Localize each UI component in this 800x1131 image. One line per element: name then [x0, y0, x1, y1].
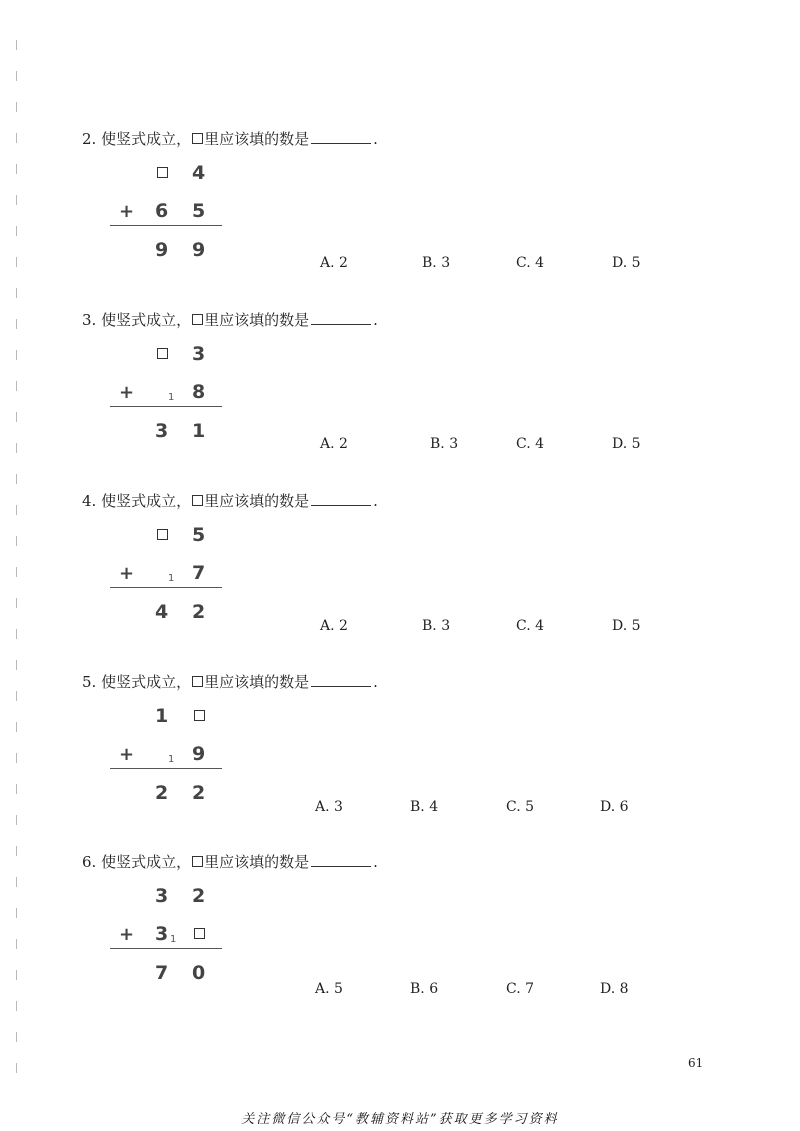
- answer-blank: [311, 310, 371, 325]
- top-ones-answer-box: [194, 710, 205, 721]
- question-number: 2.: [82, 130, 97, 148]
- question-text: [82, 851, 378, 872]
- bottom-ones-digit: 9: [192, 743, 206, 765]
- result-ones-digit: 9: [192, 239, 206, 261]
- top-ones-digit: 4: [192, 162, 206, 184]
- answer-option[interactable]: B. 4: [410, 799, 439, 815]
- answer-blank: [311, 672, 371, 687]
- question-period: .: [373, 492, 378, 510]
- result-tens-digit: 9: [155, 239, 169, 261]
- result-tens-digit: 7: [155, 962, 169, 984]
- question-period: .: [373, 130, 378, 148]
- sum-line: [110, 948, 222, 949]
- top-tens-answer-box: [157, 348, 168, 359]
- plus-sign: +: [119, 382, 135, 403]
- question-text: [82, 128, 378, 149]
- question-prompt-start: 使竖式成立，: [101, 311, 192, 329]
- question-period: .: [373, 853, 378, 871]
- top-ones-digit: 2: [192, 885, 206, 907]
- answer-option[interactable]: B. 6: [410, 981, 439, 997]
- sum-line: [110, 587, 222, 588]
- question-text: [82, 490, 378, 511]
- problem-block: [0, 851, 800, 1021]
- question-prompt-start: 使竖式成立，: [101, 492, 192, 510]
- answer-option[interactable]: B. 3: [422, 255, 451, 271]
- margin-tick: [16, 102, 17, 112]
- result-ones-digit: 1: [192, 420, 206, 442]
- answer-option[interactable]: A. 5: [315, 981, 343, 997]
- carry-digit: 1: [170, 934, 177, 945]
- bottom-tens-digit: 3: [155, 923, 169, 945]
- result-tens-digit: 3: [155, 420, 169, 442]
- question-period: .: [373, 673, 378, 691]
- problem-block: [0, 490, 800, 660]
- top-ones-digit: 3: [192, 343, 206, 365]
- margin-tick: [16, 1032, 17, 1042]
- question-text: [82, 309, 378, 330]
- answer-option[interactable]: C. 4: [516, 618, 545, 634]
- question-prompt-end: 里应该填的数是: [204, 130, 310, 148]
- answer-blank: [311, 491, 371, 506]
- result-ones-digit: 2: [192, 601, 206, 623]
- answer-option[interactable]: D. 8: [600, 981, 629, 997]
- problem-block: [0, 671, 800, 841]
- margin-tick: [16, 660, 17, 670]
- bottom-ones-digit: 5: [192, 200, 206, 222]
- bottom-ones-digit: 7: [192, 562, 206, 584]
- bottom-tens-digit: 6: [155, 200, 169, 222]
- plus-sign: +: [119, 924, 135, 945]
- result-tens-digit: 4: [155, 601, 169, 623]
- result-ones-digit: 2: [192, 782, 206, 804]
- answer-option[interactable]: A. 2: [320, 255, 348, 271]
- question-number: 6.: [82, 853, 97, 871]
- carry-digit: 1: [168, 754, 175, 765]
- margin-tick: [16, 71, 17, 81]
- answer-option[interactable]: A. 3: [315, 799, 343, 815]
- answer-option[interactable]: C. 4: [516, 255, 545, 271]
- question-number: 5.: [82, 673, 97, 691]
- question-prompt-end: 里应该填的数是: [204, 673, 310, 691]
- footer-watermark: 关注微信公众号“教辅资料站”获取更多学习资料: [241, 1112, 559, 1127]
- answer-blank: [311, 852, 371, 867]
- top-tens-digit: 3: [155, 885, 169, 907]
- answer-option[interactable]: C. 4: [516, 436, 545, 452]
- plus-sign: +: [119, 744, 135, 765]
- top-tens-answer-box: [157, 167, 168, 178]
- square-icon: [192, 133, 203, 144]
- carry-digit: 1: [168, 573, 175, 584]
- question-prompt-start: 使竖式成立，: [101, 673, 192, 691]
- plus-sign: +: [119, 201, 135, 222]
- top-tens-digit: 1: [155, 705, 169, 727]
- sum-line: [110, 225, 222, 226]
- result-ones-digit: 0: [192, 962, 206, 984]
- answer-option[interactable]: D. 5: [612, 255, 641, 271]
- answer-blank: [311, 129, 371, 144]
- problem-block: [0, 128, 800, 298]
- problem-block: [0, 309, 800, 479]
- question-number: 3.: [82, 311, 97, 329]
- answer-option[interactable]: C. 5: [506, 799, 535, 815]
- question-prompt-end: 里应该填的数是: [204, 492, 310, 510]
- top-tens-answer-box: [157, 529, 168, 540]
- square-icon: [192, 314, 203, 325]
- question-prompt-start: 使竖式成立，: [101, 853, 192, 871]
- plus-sign: +: [119, 563, 135, 584]
- answer-option[interactable]: D. 6: [600, 799, 629, 815]
- answer-option[interactable]: A. 2: [320, 618, 348, 634]
- square-icon: [192, 676, 203, 687]
- sum-line: [110, 768, 222, 769]
- answer-option[interactable]: D. 5: [612, 618, 641, 634]
- margin-tick: [16, 40, 17, 50]
- question-prompt-start: 使竖式成立，: [101, 130, 192, 148]
- square-icon: [192, 495, 203, 506]
- square-icon: [192, 856, 203, 867]
- answer-option[interactable]: D. 5: [612, 436, 641, 452]
- carry-digit: 1: [168, 392, 175, 403]
- top-ones-digit: 5: [192, 524, 206, 546]
- answer-option[interactable]: B. 3: [430, 436, 459, 452]
- question-period: .: [373, 311, 378, 329]
- sum-line: [110, 406, 222, 407]
- bottom-ones-answer-box: [194, 928, 205, 939]
- page-number: 61: [688, 1056, 704, 1070]
- question-number: 4.: [82, 492, 97, 510]
- result-tens-digit: 2: [155, 782, 169, 804]
- question-text: [82, 671, 378, 692]
- question-prompt-end: 里应该填的数是: [204, 311, 310, 329]
- margin-tick: [16, 1063, 17, 1073]
- answer-option[interactable]: A. 2: [320, 436, 348, 452]
- answer-option[interactable]: C. 7: [506, 981, 535, 997]
- bottom-ones-digit: 8: [192, 381, 206, 403]
- answer-option[interactable]: B. 3: [422, 618, 451, 634]
- question-prompt-end: 里应该填的数是: [204, 853, 310, 871]
